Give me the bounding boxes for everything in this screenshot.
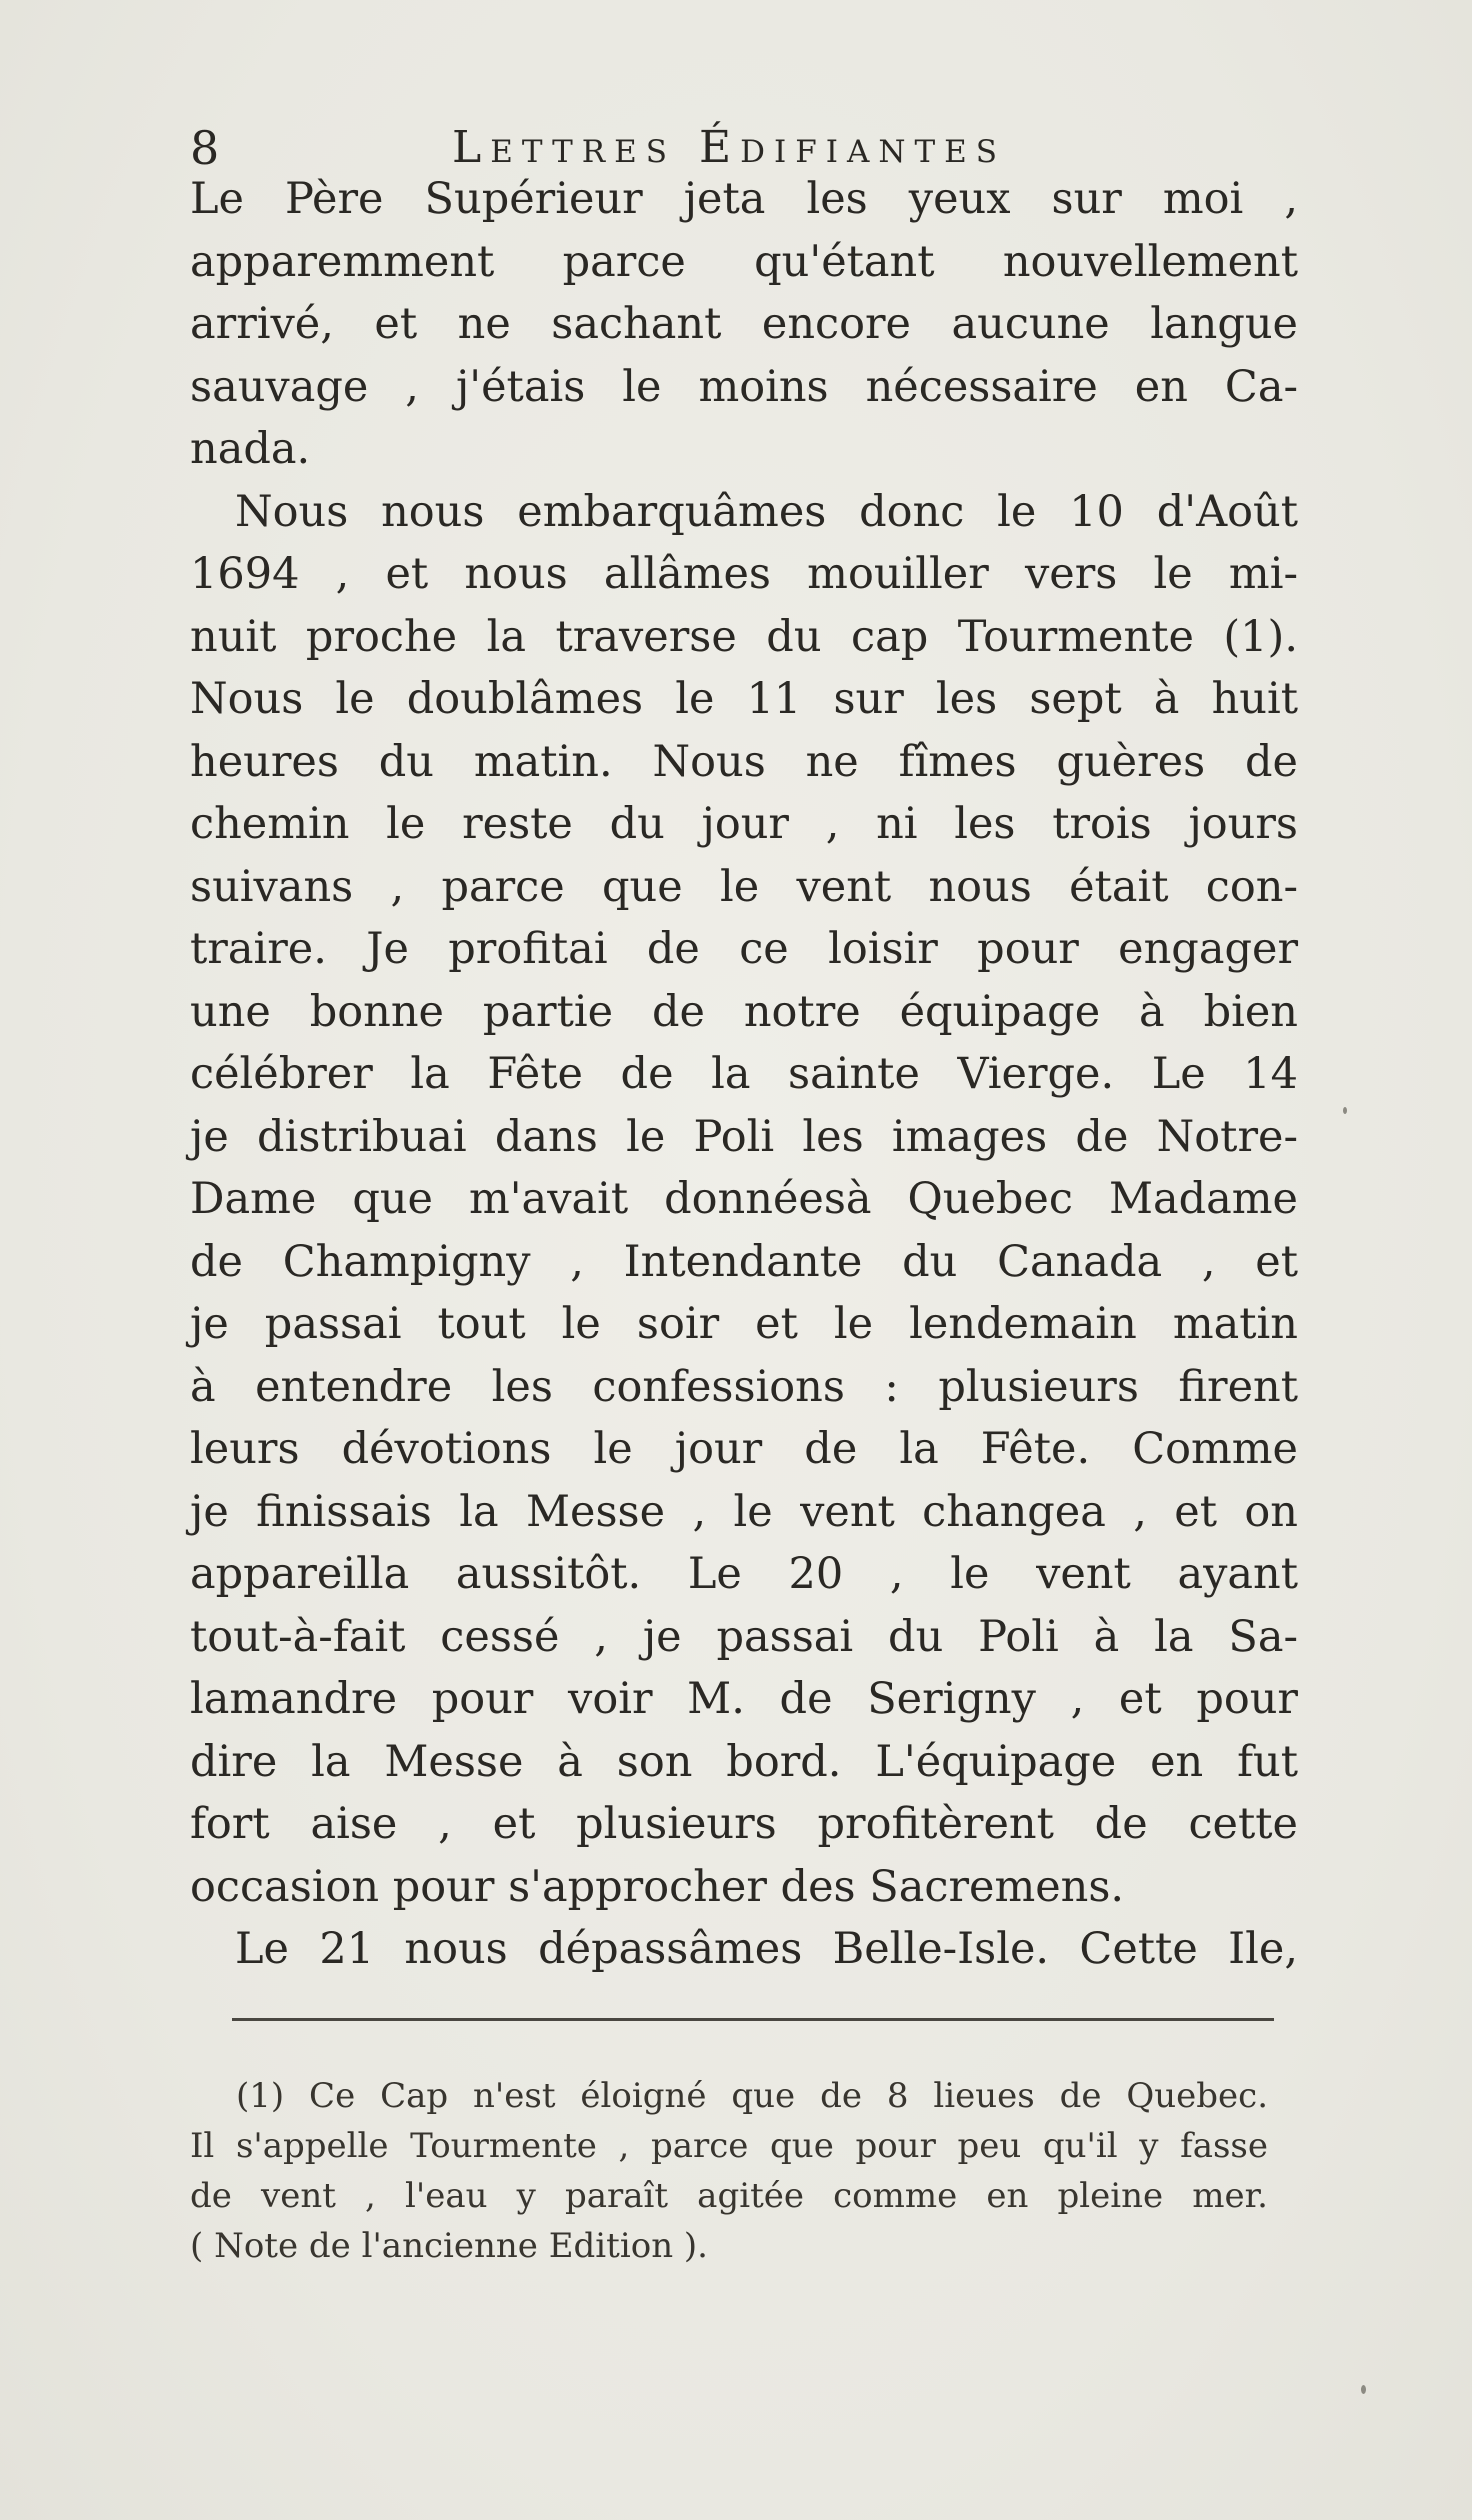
text-line: Nous le doublâmes le 11 sur les sept à huit: [190, 674, 1298, 724]
footnote-line: de vent , l'eau y paraît agitée comme en pleine mer.: [190, 2176, 1268, 2216]
text-line: occasion pour s'approcher des Sacremens.: [190, 1861, 1125, 1912]
text-line: célébrer la Fête de la sainte Vierge. Le 14: [190, 1049, 1298, 1099]
page-number: 8: [190, 121, 220, 175]
text-line: leurs dévotions le jour de la Fête. Comme: [190, 1424, 1298, 1474]
text-line: nuit proche la traverse du cap Tourmente (1).: [190, 611, 1298, 662]
text-line: Le 21 nous dépassâmes Belle-Isle. Cette Ile,: [235, 1924, 1298, 1974]
text-line: Dame que m'avait donnéesà Quebec Madame: [190, 1174, 1298, 1224]
text-line: je distribuai dans le Poli les images de Notre-: [190, 1111, 1298, 1162]
paper-speck: [1361, 2385, 1366, 2394]
text-line: tout-à-fait cessé , je passai du Poli à la Sa-: [190, 1611, 1298, 1662]
text-line: chemin le reste du jour , ni les trois jours: [190, 799, 1298, 849]
text-line: Nous nous embarquâmes donc le 10 d'Août: [235, 486, 1298, 537]
text-line: heures du matin. Nous ne fîmes guères de: [190, 736, 1298, 787]
footnote-line: ( Note de l'ancienne Edition ).: [190, 2226, 708, 2266]
text-line: appareilla aussitôt. Le 20 , le vent ayant: [190, 1549, 1298, 1599]
text-line: lamandre pour voir M. de Serigny , et pour: [190, 1674, 1298, 1724]
text-line: à entendre les confessions : plusieurs firent: [190, 1361, 1298, 1412]
text-line: nada.: [190, 424, 311, 474]
text-line: traire. Je profitai de ce loisir pour engager: [190, 924, 1298, 974]
text-line: dire la Messe à son bord. L'équipage en fut: [190, 1736, 1298, 1787]
text-line: fort aise , et plusieurs profitèrent de cette: [190, 1799, 1298, 1849]
footnote-line: (1) Ce Cap n'est éloigné que de 8 lieues de Quebec.: [236, 2076, 1268, 2116]
footnote-divider: [232, 2018, 1274, 2021]
body-text: [190, 168, 1298, 1981]
text-line: arrivé, et ne sachant encore aucune langue: [190, 299, 1298, 349]
paper-speck: [1343, 1107, 1347, 1114]
text-line: sauvage , j'étais le moins nécessaire en Ca-: [190, 361, 1298, 412]
footnote-line: Il s'appelle Tourmente , parce que pour peu qu'il y fasse: [190, 2126, 1268, 2166]
text-line: je passai tout le soir et le lendemain matin: [190, 1299, 1298, 1349]
text-line: je finissais la Messe , le vent changea , et on: [190, 1486, 1298, 1537]
running-title: Lettres Édifiantes: [452, 122, 1006, 173]
footnote: [190, 2071, 1268, 2271]
text-line: une bonne partie de notre équipage à bien: [190, 986, 1298, 1037]
text-line: apparemment parce qu'étant nouvellement: [190, 236, 1298, 287]
text-line: 1694 , et nous allâmes mouiller vers le mi-: [190, 549, 1298, 599]
text-line: Le Père Supérieur jeta les yeux sur moi ,: [190, 174, 1298, 224]
text-line: de Champigny , Intendante du Canada , et: [190, 1236, 1298, 1287]
text-line: suivans , parce que le vent nous était con-: [190, 861, 1298, 912]
